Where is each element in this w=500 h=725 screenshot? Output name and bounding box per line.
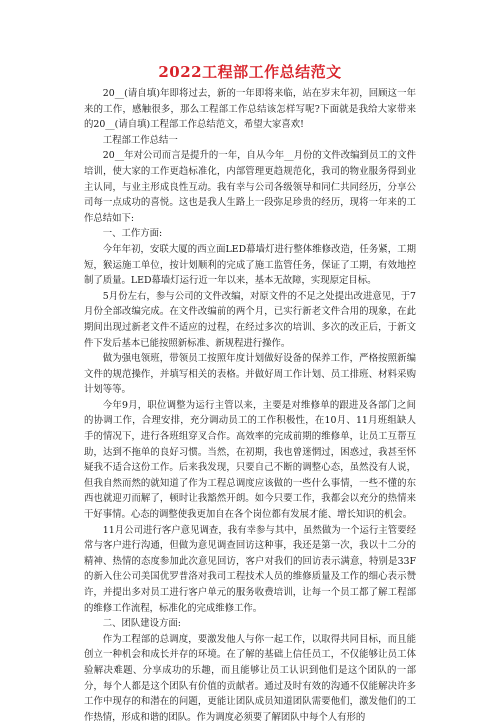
body-paragraph: 作为工程部的总调度，要激发他人与你一起工作，以取得共同目标，而且能创立一种机会和成长并存的环境。在了解的基础上信任员工，不仅能够让员工体验解决难题、分享成功的乐趣，而且能够让员工认识到他们是这个团队的一部分，每个人都是这个团队有价值的贡献者。通过及时有效的沟通不仅能解决许多工作中现存的和潜在的问题，更能让团队成员知道团队需要他们，激发他们的工作热情，形成和谐的团队。作为调度必须要了解团队中每个人有形的	[84, 633, 416, 723]
body-paragraph: 做为强电领班，带领员工按照年度计划做好设备的保养工作，严格按照新编文件的规范操作，并填写相关的表格。并做好周工作计划、员工排班、材料采购计划等等。	[84, 353, 416, 396]
body-paragraph: 20__年对公司而言是提升的一年，自从今年__月份的文件改编到员工的文件培训，使大家的工作更趋标准化，内部管理更趋规范化，我司的物业服务得到业主认同，与业主形成良性互动。我有幸与公司各级领导和同仁共同经历，分享公司每一点成功的喜悦。这也是我人生路上一段弥足珍贵的经历，现将一年来的工作总结如下:	[84, 150, 416, 224]
document-body	[84, 86, 416, 725]
document-title: 2022工程部工作总结范文	[158, 63, 342, 81]
body-paragraph: 5月份左右，参与公司的文件改编，对原文件的不足之处提出改进意见，于7月份全部改编完成。在文件改编前的两个月，已实行新老文件合用的现象，在此期间出现过新老文件不适应的过程，在经过多次的培训、多次的改正后，于新文件下发后基本已能按照新标准、新规程进行操作。	[84, 290, 416, 349]
body-paragraph: 今年9月，职位调整为运行主管以来，主要是对维修单的跟进及各部门之间的协调工作，合理安排，充分调动员工的工作积极性，在10月、11月班组缺人手的情况下，进行各班组穿叉合作。高效率的完成前期的维修单，让员工互帮互助，达到不拖单的良好习惯。当然，在初期，我也曾迷惘过，困惑过，我甚至怀疑我不适合这份工作。后来我发现，只要自己不断的调整心态，虽然没有人说，但我自然而然的就知道了作为工程总调度应该做的一些什么事情，一些不懂的东西也就迎刃而解了，顿时让我豁然开朗。如今只要工作，我都会以充分的热情来干好事情。心态的调整使我更加自在各个岗位都有发展才能、增长知识的机会。	[84, 399, 416, 521]
body-paragraph: 11月公司进行客户意见调查，我有幸参与其中，虽然做为一个运行主管要经常与客户进行沟通，但做为意见调查回访这种事，我还是第一次，我以十二分的精神、热情的态度参加此次意见回访，客户对我们的回访表示满意，特别是33F的新入住公司美国优罗普洛对我司工程技术人员的维修质量及工作的细心表示赞许，并提出多对员工进行客户单元的服务收费培训，让每一个员工都了解工程部的维修工作流程，标准化的完成维修工作。	[84, 524, 416, 614]
section-heading-team: 二、团队建设方面:	[102, 618, 181, 630]
section-heading-summary-one: 工程部工作总结一	[102, 134, 178, 146]
intro-paragraph: 20__(请自填)年即将过去，新的一年即将来临，站在岁末年初，回顾这一年来的工作，感触很多，那么工程部工作总结该怎样写呢?下面就是我给大家带来的20__(请自填)工程部工作总结范文，希望大家喜欢!	[84, 88, 416, 131]
body-paragraph: 今年年初，安联大厦的西立面LED幕墙灯进行整体维修改造，任务紧，工期短，猴运施工单位，按计划顺利的完成了施工监管任务，保证了工期，有效地控制了质量。LED幕墙灯运行近一年以来，基本无故障，实现原定目标。	[84, 243, 416, 287]
section-heading-work: 一、工作方面:	[102, 228, 163, 240]
